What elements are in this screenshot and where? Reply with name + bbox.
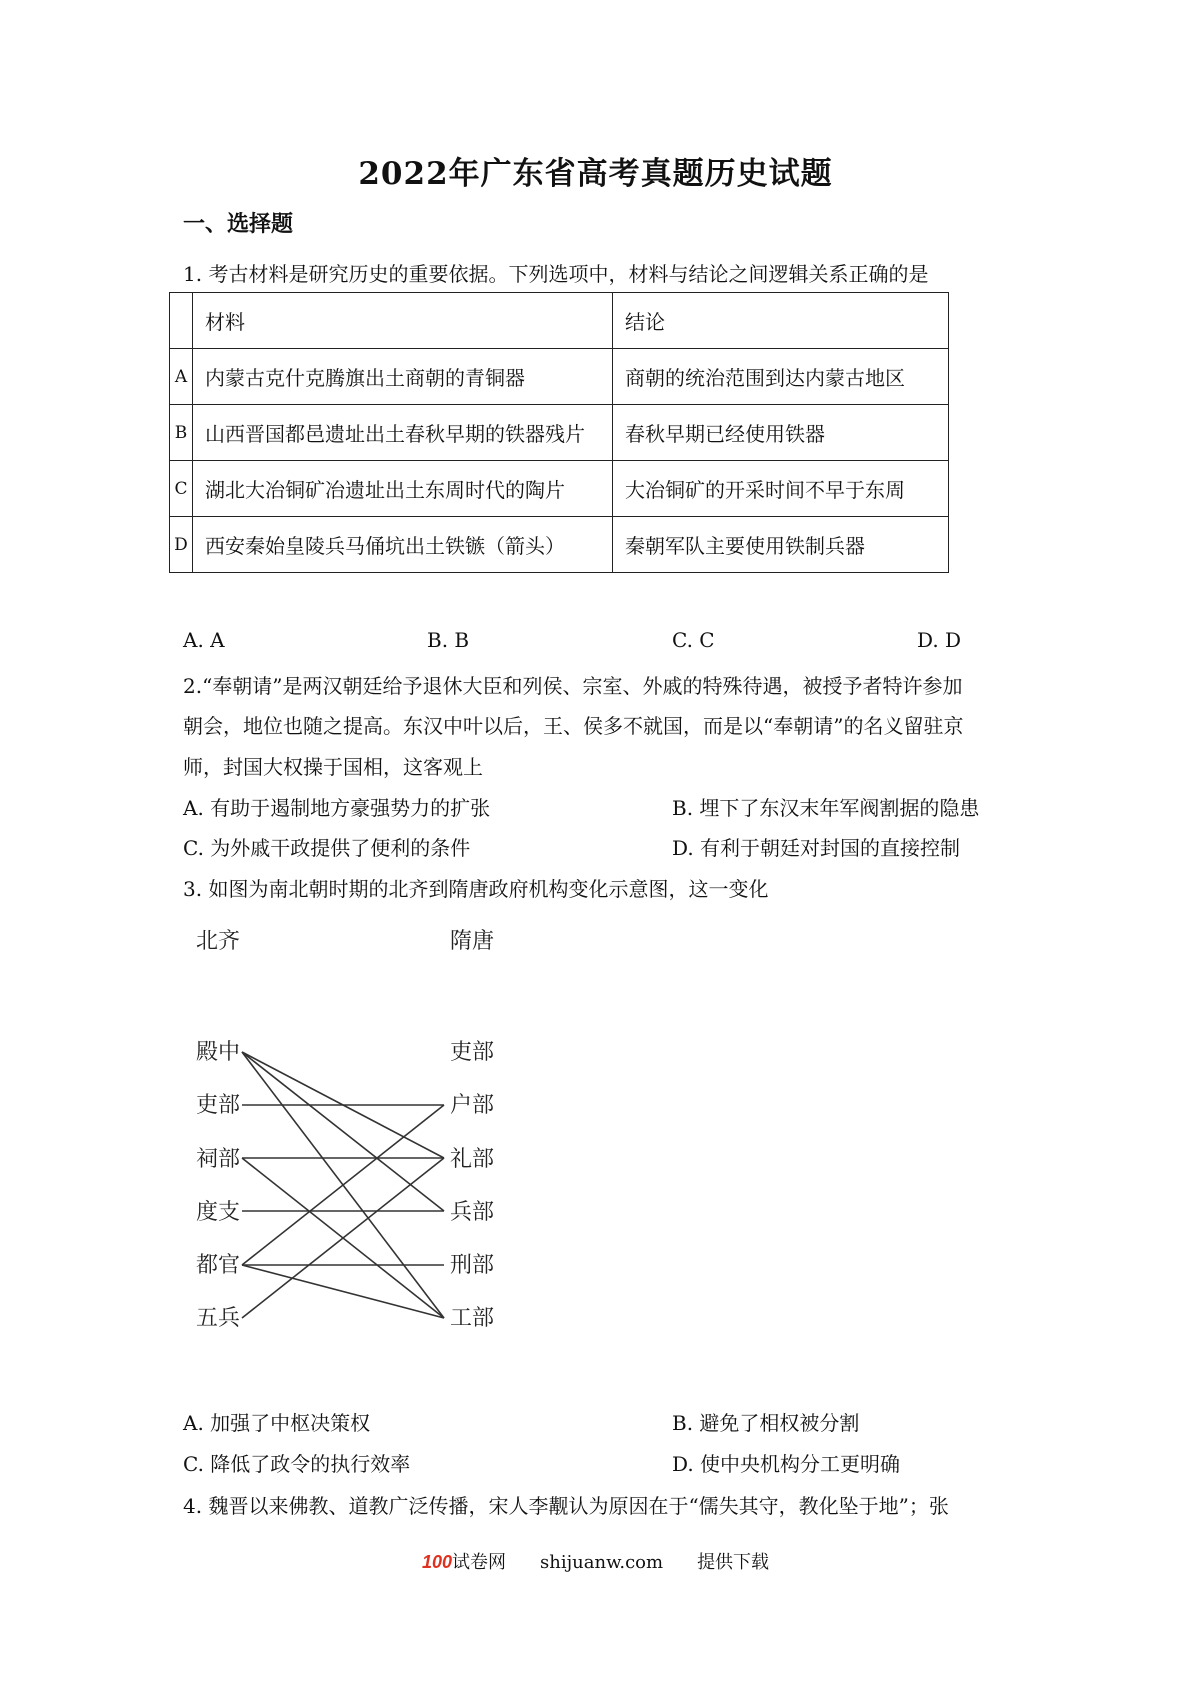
diagram-left-item: 吏部 — [196, 1093, 241, 1118]
table-row — [170, 517, 949, 573]
diagram-left-item: 都官 — [196, 1253, 241, 1278]
diagram-left-item: 殿中 — [196, 1040, 241, 1065]
table-cell-material: 湖北大冶铜矿冶遗址出土东周时代的陶片 — [193, 461, 613, 517]
q2-stem-line-3: 师，封国大权操于国相，这客观上 — [183, 755, 483, 779]
diagram-left-item: 祠部 — [196, 1147, 241, 1172]
table-cell-conclusion: 商朝的统治范围到达内蒙古地区 — [613, 349, 949, 405]
table-cell-label: B — [170, 405, 193, 461]
q3-option-c: C. 降低了政令的执行效率 — [183, 1452, 411, 1476]
q1-option-b: B. B — [427, 628, 470, 652]
table-cell-material: 山西晋国都邑遗址出土春秋早期的铁器残片 — [193, 405, 613, 461]
table-cell-conclusion: 大冶铜矿的开采时间不早于东周 — [613, 461, 949, 517]
diagram-right-item: 户部 — [450, 1093, 495, 1118]
q2-stem-line-2: 朝会，地位也随之提高。东汉中叶以后，王、侯多不就国，而是以“奉朝请”的名义留驻京 — [183, 714, 964, 738]
q3-option-b: B. 避免了相权被分割 — [672, 1411, 860, 1435]
table-row — [170, 349, 949, 405]
table-row — [170, 405, 949, 461]
q3-option-a: A. 加强了中枢决策权 — [183, 1411, 371, 1435]
q1-stem: 1. 考古材料是研究历史的重要依据。下列选项中，材料与结论之间逻辑关系正确的是 — [183, 262, 929, 286]
diagram-right-item: 兵部 — [450, 1200, 495, 1225]
q1-option-c: C. C — [672, 628, 715, 652]
table-cell-label: D — [170, 517, 193, 573]
table-header-row — [170, 293, 949, 349]
q1-option-a: A. A — [183, 628, 225, 652]
q3-diagram — [170, 915, 520, 1345]
footer-note: 提供下载 — [697, 1552, 770, 1573]
site-domain: shijuanw.com — [539, 1552, 664, 1573]
table-header-conclusion: 结论 — [613, 293, 949, 349]
section-heading: 一、选择题 — [183, 211, 294, 237]
q4-stem: 4. 魏晋以来佛教、道教广泛传播，宋人李觏认为原因在于“儒失其守，教化坠于地”；张 — [183, 1494, 949, 1518]
q2-option-a: A. 有助于遏制地方豪强势力的扩张 — [183, 796, 491, 820]
site-logo: 100 — [421, 1552, 452, 1572]
diagram-right-item: 礼部 — [450, 1147, 495, 1172]
diagram-right-header: 隋唐 — [450, 929, 495, 954]
diagram-left-item: 度支 — [196, 1200, 241, 1225]
q1-option-d: D. D — [917, 628, 962, 652]
site-name: 试卷网 — [451, 1552, 506, 1573]
q2-stem-line-1: 2.“奉朝请”是两汉朝廷给予退休大臣和列侯、宗室、外戚的特殊待遇，被授予者特许参加 — [183, 674, 963, 698]
table-row — [170, 461, 949, 517]
table-cell-material: 西安秦始皇陵兵马俑坑出土铁镞（箭头） — [193, 517, 613, 573]
table-cell-conclusion: 秦朝军队主要使用铁制兵器 — [613, 517, 949, 573]
table-header-material: 材料 — [193, 293, 613, 349]
table-cell-label — [170, 293, 193, 349]
q2-option-c: C. 为外戚干政提供了便利的条件 — [183, 836, 471, 860]
page-footer — [0, 1548, 1191, 1574]
q2-option-d: D. 有利于朝廷对封国的直接控制 — [672, 836, 961, 860]
q3-option-d: D. 使中央机构分工更明确 — [672, 1452, 901, 1476]
diagram-link — [242, 1265, 444, 1318]
table-cell-label: A — [170, 349, 193, 405]
diagram-left-header: 北齐 — [196, 929, 241, 954]
diagram-link — [242, 1105, 444, 1265]
q1-table — [169, 292, 949, 573]
diagram-left-item: 五兵 — [196, 1306, 241, 1331]
table-cell-material: 内蒙古克什克腾旗出土商朝的青铜器 — [193, 349, 613, 405]
table-cell-label: C — [170, 461, 193, 517]
diagram-right-item: 工部 — [450, 1306, 495, 1331]
q3-stem: 3. 如图为南北朝时期的北齐到隋唐政府机构变化示意图，这一变化 — [183, 877, 769, 901]
diagram-right-item: 吏部 — [450, 1040, 495, 1065]
table-cell-conclusion: 春秋早期已经使用铁器 — [613, 405, 949, 461]
q2-option-b: B. 埋下了东汉末年军阀割据的隐患 — [672, 796, 980, 820]
page-title: 2022年广东省高考真题历史试题 — [358, 156, 833, 192]
diagram-link — [242, 1052, 444, 1211]
diagram-right-item: 刑部 — [450, 1253, 495, 1278]
